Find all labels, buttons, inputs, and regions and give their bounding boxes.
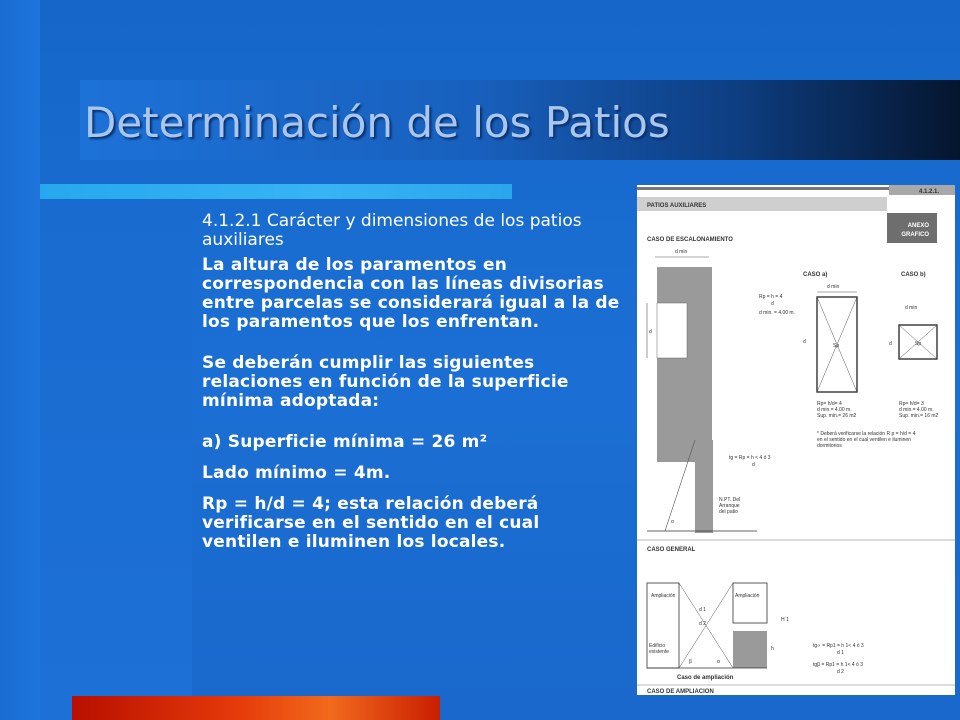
b-rp: Rp= h/d= 3 <box>899 401 924 407</box>
slide-title: Determinación de los Patios <box>84 98 670 147</box>
note-line3: dormitorios <box>817 443 842 449</box>
b-dmin: d min.= 4.00 m. <box>899 407 934 413</box>
item-rp: Rp = h/d = 4; esta relación deberá verificarse en el sentido en el cual ventilen e iluminen los locales. <box>202 494 540 552</box>
label-beta: β <box>689 659 692 665</box>
rp-equation-d: d <box>771 301 774 307</box>
label-sp-b: Sp <box>915 341 922 347</box>
tg-formula-d: d <box>752 462 755 468</box>
label-edificio2: existente <box>649 649 670 655</box>
patios-diagram <box>637 185 955 695</box>
b-sup: Sup. min.= 16 m2 <box>899 413 939 419</box>
label-sp-a: Sp <box>833 343 840 349</box>
annex-line2: GRAFICO <box>901 232 929 238</box>
npt-line3: del patio <box>719 509 738 515</box>
wall-block <box>657 267 712 462</box>
label-dmin-esc: d min <box>675 249 688 255</box>
section-subtitle: 4.1.2.1 Carácter y dimensiones de los patios auxiliares <box>202 211 582 250</box>
label-alpha-general: α <box>717 659 720 665</box>
edificio-right <box>733 631 767 668</box>
label-alpha: α <box>671 519 674 525</box>
label-ampliacion-right: Ampliación <box>735 593 760 599</box>
a-dmin: d min.= 4.00 m. <box>817 407 852 413</box>
slide-body <box>202 212 622 552</box>
label-caso-de-ampliacion: CASO DE AMPLIACION <box>647 689 714 695</box>
figure-heading: PATIOS AUXILIARES <box>647 203 707 209</box>
note-line1: * Deberá verificarse la relación R p = h/d = 4 <box>817 431 916 437</box>
label-escalonamiento: CASO DE ESCALONAMIENTO <box>647 237 733 243</box>
label-caso-ampliacion: Caso de ampliación <box>677 675 734 681</box>
item-superficie: a) Superficie mínima = 26 m² <box>202 432 488 452</box>
label-h1: H´1 <box>781 617 790 623</box>
npt-line1: N.PT. Del <box>719 497 741 503</box>
label-d-b: d <box>889 341 892 347</box>
label-h: h <box>771 646 774 652</box>
tall-wall <box>695 440 713 533</box>
label-edificio1: Edificio <box>649 643 666 649</box>
a-rp: Rp= h/d= 4 <box>817 401 842 407</box>
label-dmin-b: d min <box>905 305 918 311</box>
npt-line2: Arranque <box>719 503 740 509</box>
label-d-a: d <box>803 339 806 345</box>
label-d-esc: d <box>649 329 652 335</box>
accent-bar-top <box>40 184 512 199</box>
ampliacion-right <box>733 583 767 623</box>
paragraph-relaciones: Se deberán cumplir las siguientes relaciones en función de la superficie mínima adoptada: <box>202 353 569 411</box>
patios-diagram-svg <box>637 185 955 695</box>
label-ampliacion-left: Ampliación <box>651 593 676 599</box>
rp-equation: Rp = h = 4 <box>759 294 783 300</box>
note-line2: en el sentido en el cual ventilen e iluminen <box>817 437 911 443</box>
annex-line1: ANEXO <box>907 223 929 229</box>
label-caso-a: CASO a) <box>803 272 828 278</box>
tg1-d: d 1 <box>837 650 844 656</box>
paragraph-altura: La altura de los paramentos en correspondencia con las líneas divisorias entre parcelas se considerará igual a la de los paramentos que los enfrentan. <box>202 255 620 332</box>
item-lado: Lado mínimo = 4m. <box>202 463 391 483</box>
label-d2: d 2 <box>699 621 706 627</box>
label-caso-general: CASO GENERAL <box>647 547 696 553</box>
figure-code: 4.1.2.1. <box>918 189 940 195</box>
accent-bar-bottom <box>72 696 440 720</box>
left-panel <box>40 200 192 720</box>
tg-formula: tg = Rp = h < 4 ó 3 <box>729 455 771 461</box>
dmin-equation: d min. = 4.00 m. <box>759 310 795 316</box>
tg2-formula: tgβ = Rp1 = h 1< 4 ó 3 <box>813 662 863 668</box>
label-dmin-a: d min <box>827 284 840 290</box>
a-sup: Sup. min.= 26 m2 <box>817 413 857 419</box>
label-d1: d 1 <box>699 607 706 613</box>
left-stripe <box>0 0 40 720</box>
tg2-d: d 2 <box>837 669 844 675</box>
tg1-formula: tg∝ = Rp1 = h 1< 4 ó 3 <box>813 643 864 649</box>
label-caso-b: CASO b) <box>901 272 926 278</box>
step-notch <box>657 303 687 358</box>
